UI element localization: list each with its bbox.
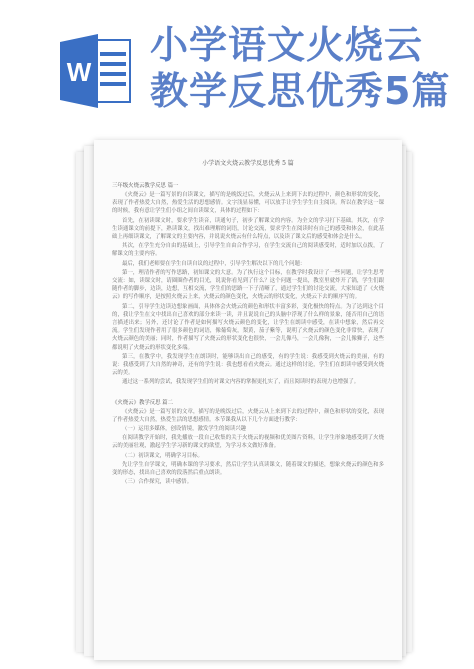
section-heading: 三年级火烧云教学反思 篇一 <box>112 183 179 189</box>
word-logo-letter: W <box>66 57 92 87</box>
paragraph: 《火烧云》是一篇写景的文章，描写的是晚饭过后，火烧云从上来到下去的过程中，颜色和形状的变化，表现了作者热爱大自然，热爱生活的思想感情。本节课我从以下几个方面进行教学： <box>112 408 384 423</box>
paragraph: 其次，在学生充分自由的基础上，引导学生自由合作学习，在学生交流自己的阅读感受时，适时加以点拨，了解课文的主要内容。 <box>112 243 384 258</box>
paragraph: 第一，理清作者的写作思路，初知课文的大意。为了执行这个目标，在教学时我设计了一些问题，让学生思考交流：如，读课文时，请圈圈作者的目光，说说你看见到了什么？这个问题一提出，教室里就炸开了锅，学生们跟随作者的脚步，边读，边想，互相交流，学生们的思路一下子清晰了，通过学生们的讨论交流，大家知道了《火烧云》的写作顺序，是按照火烧云上来，火烧云的颜色变化，火烧云的形状变化，火烧云下去的顺序写的。 <box>112 269 384 301</box>
paragraph: （二）初读课文，明确学习目标。 <box>122 452 203 459</box>
paragraph: 通过这一系列的尝试，我发现学生们的对课文内容的掌握更扎实了，而且阅读时的表现力也增强了。 <box>122 379 360 386</box>
section-heading: 《火烧云》教学反思 篇二 <box>112 399 174 406</box>
document-title: 小学语文火烧云教学反思优秀 5 篇 <box>202 160 294 167</box>
paragraph: 第二，引导学生边读边想象画面，具体体会火烧云的颜色和形状丰富多彩，变化极快的特点。为了达到这个目的，我让学生在文中找出自己喜欢的部分来读一读，并且说说自己的头脑中浮现了什么样的景象，能否用自己的语言描述出来；另外，还讨论了作者是如何描写火烧云颜色的变化，让学生在朗读中感受，在读中想象，然后再交流。学生们发现作者用了很多颜色的词语，像葡萄灰，梨黄，茄子紫等，说明了火烧云的颜色变化非常快，表现了火烧云颜色的美丽；同时，作者描写了火烧云的形状变化也很快，一会儿像马，一会儿像狗，一会儿像狮子，这些都说明了火烧云的形状变化多端。 <box>112 303 384 351</box>
paragraph: 首先，在初读课文时，要求学生读音，读通句子，初步了解课文的内容。为全文的学习打下基础。其次，在学生读通课文的前提下，熟读课文，找出难理解的词语，讨论交流，要求学生在阅读时有自己的感受和体会，在此基础上再细读课文，了解课文的主要内容，并说说火烧云有什么特点，以及读了课文后的感受和体会是什么。 <box>112 217 384 241</box>
paragraph: 第三，在教学中，我发现学生在朗读时，能够读出自己的感受，有的学生说：我感受到火烧云的美丽，有的说：我感受到了大自然的神奇，还有的学生说：我也想看看火烧云。通过这样的讨论，学生们在朗读中感受到火烧云的美。 <box>112 353 384 377</box>
paragraph: 先让学生自学课文，明确本课的学习要求，然后让学生认真读课文，随着课文的描述，想象火烧云的颜色和多变的形态，找出自己喜欢的段落然后重点朗读。 <box>112 461 384 477</box>
word-document-icon <box>60 32 132 110</box>
paragraph: （一）运用多媒体，创设情境，激发学生的阅读兴趣 <box>122 426 246 433</box>
hero-banner <box>0 0 474 140</box>
page-title: 小学语文火烧云教学反思优秀5篇 <box>150 23 451 113</box>
document-page[interactable] <box>94 140 402 660</box>
paragraph: 最后，我们老师要在学生自读自议的过程中，引导学生解决以下的几个问题： <box>122 260 306 267</box>
paragraph: 在阅读教学开始时，我先播放一段自己收集的关于火烧云的视频和优美图片资料，让学生形象地感受到了火烧云的美丽壮观，激起学生学习新的课文的欲望，为学习本文做好准备。 <box>112 435 384 450</box>
document-preview <box>70 130 420 662</box>
paragraph: 《火烧云》是一篇写景的自读课文，描写的是晚饭过后，火烧云从上来到下去的过程中，颜色和形状的变化，表现了作者热爱大自然，热爱生活的思想感情。文字浅显易懂，可以放手让学生学生自主阅读。所以在教学这一课的时候，我有意让学生们小组之间自读课文，具体的过程如下： <box>112 192 384 215</box>
paragraph: （三）合作探究，读中感悟。 <box>122 479 193 486</box>
